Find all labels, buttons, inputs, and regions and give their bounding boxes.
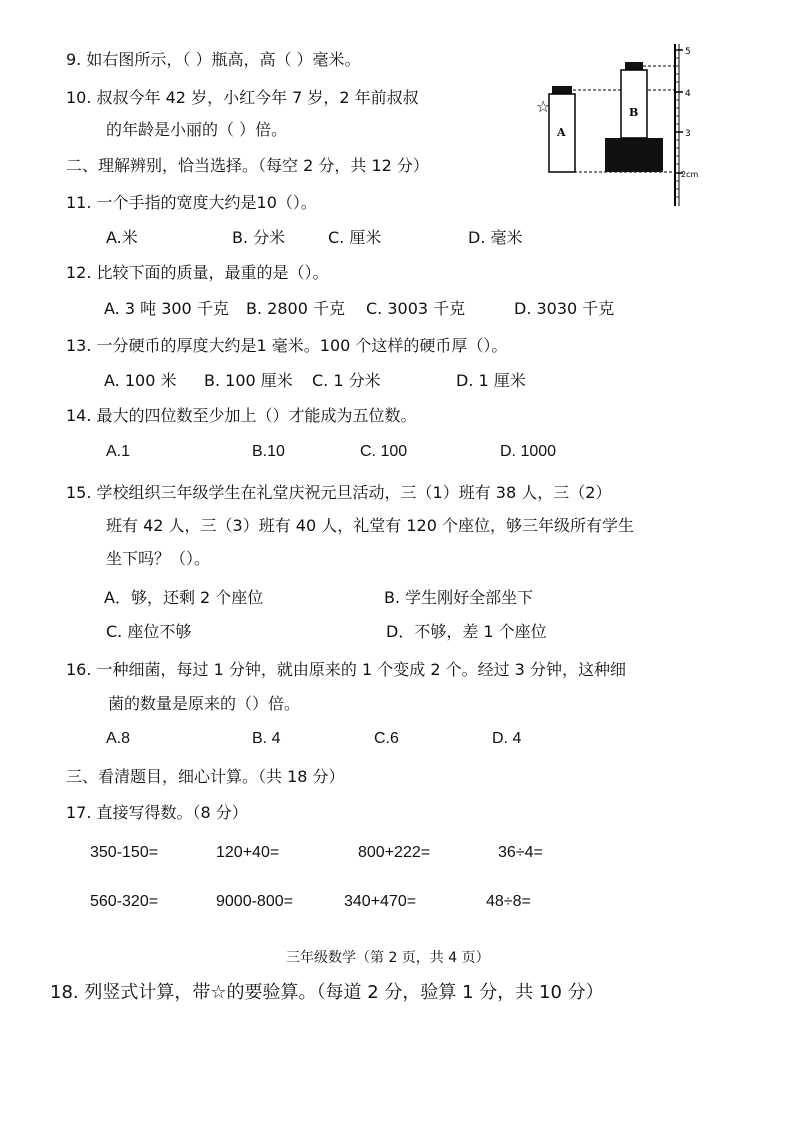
question-18: 18. 列竖式计算，带☆的要验算。（每道 2 分，验算 1 分，共 10 分） [50,982,604,1003]
q12-option-b: B. 2800 千克 [246,299,345,318]
question-15-line-2: 班有 42 人，三（3）班有 40 人，礼堂有 120 个座位，够三年级所有学生 [106,516,634,535]
question-11: 11. 一个手指的宽度大约是10（）。 [66,193,317,212]
ruler-label-2cm: 2cm [681,170,699,179]
q12-option-d: D. 3030 千克 [514,299,615,318]
ruler [675,44,698,206]
q12-option-c: C. 3003 千克 [366,299,466,318]
q11-option-b: B. 分米 [232,228,286,247]
q15-option-b: B. 学生刚好全部坐下 [384,588,534,607]
question-10-line-1: 10. 叔叔今年 42 岁，小红今年 7 岁，2 年前叔叔 [66,88,419,107]
calc-item: 9000-800= [216,893,293,910]
q13-option-c: C. 1 分米 [312,371,381,390]
bottle-a-label: A [557,126,566,139]
q15-option-d: D．不够，差 1 个座位 [386,622,547,641]
calc-item: 800+222= [358,844,431,861]
page-footer: 三年级数学（第 2 页，共 4 页） [286,950,490,966]
q16-option-c: C.6 [374,730,399,747]
question-12: 12. 比较下面的质量，最重的是（）。 [66,263,329,282]
q14-option-c: C. 100 [360,443,408,460]
q15-option-c: C. 座位不够 [106,622,192,641]
bottle-b [621,62,647,138]
question-16-line-1: 16. 一种细菌，每过 1 分钟，就由原来的 1 个变成 2 个。经过 3 分钟，这种细 [66,660,626,679]
question-15-line-3: 坐下吗？（）。 [106,549,211,568]
bottle-a [549,86,575,172]
q13-option-d: D. 1 厘米 [456,371,526,390]
q13-option-b: B. 100 厘米 [204,371,293,390]
q11-option-a: A.米 [106,228,138,247]
question-14: 14. 最大的四位数至少加上（）才能成为五位数。 [66,406,417,425]
q16-option-b: B. 4 [252,730,281,747]
q14-option-b: B.10 [252,443,285,460]
q14-option-a: A.1 [106,443,131,460]
calc-item: 560-320= [90,893,159,910]
q16-option-a: A.8 [106,730,131,747]
q11-option-d: D. 毫米 [468,228,523,247]
question-15-line-1: 15. 学校组织三年级学生在礼堂庆祝元旦活动，三（1）班有 38 人，三（2） [66,483,612,502]
section-3-heading: 三、看清题目，细心计算。（共 18 分） [66,767,345,786]
calc-item: 120+40= [216,844,280,861]
q14-option-d: D. 1000 [500,443,557,460]
bottle-b-label: B [629,106,639,119]
question-13: 13. 一分硬币的厚度大约是1 毫米。100 个这样的硬币厚（）。 [66,336,508,355]
q16-option-d: D. 4 [492,730,522,747]
section-2-heading: 二、理解辨别，恰当选择。（每空 2 分，共 12 分） [66,156,429,175]
question-16-line-2: 菌的数量是原来的（）倍。 [108,694,301,713]
q12-option-a: A. 3 吨 300 千克 [104,299,229,318]
calc-item: 350-150= [90,844,159,861]
ruler-label-5: 5 [685,47,691,57]
calc-item: 48÷8= [486,893,531,910]
q15-option-a: A．够，还剩 2 个座位 [104,588,264,607]
ruler-label-4: 4 [685,89,691,99]
question-17: 17. 直接写得数。（8 分） [66,803,248,822]
q11-option-c: C. 厘米 [328,228,382,247]
base-block [605,138,663,172]
question-9: 9. 如右图所示，（ ）瓶高，高（ ）毫米。 [66,50,361,69]
ruler-label-3: 3 [685,129,691,139]
question-10-line-2: 的年龄是小丽的（ ）倍。 [106,120,288,139]
star-icon: ☆ [536,97,551,116]
q13-option-a: A. 100 米 [104,371,177,390]
calc-item: 36÷4= [498,844,543,861]
calc-item: 340+470= [344,893,417,910]
bottle-height-figure [533,38,713,210]
